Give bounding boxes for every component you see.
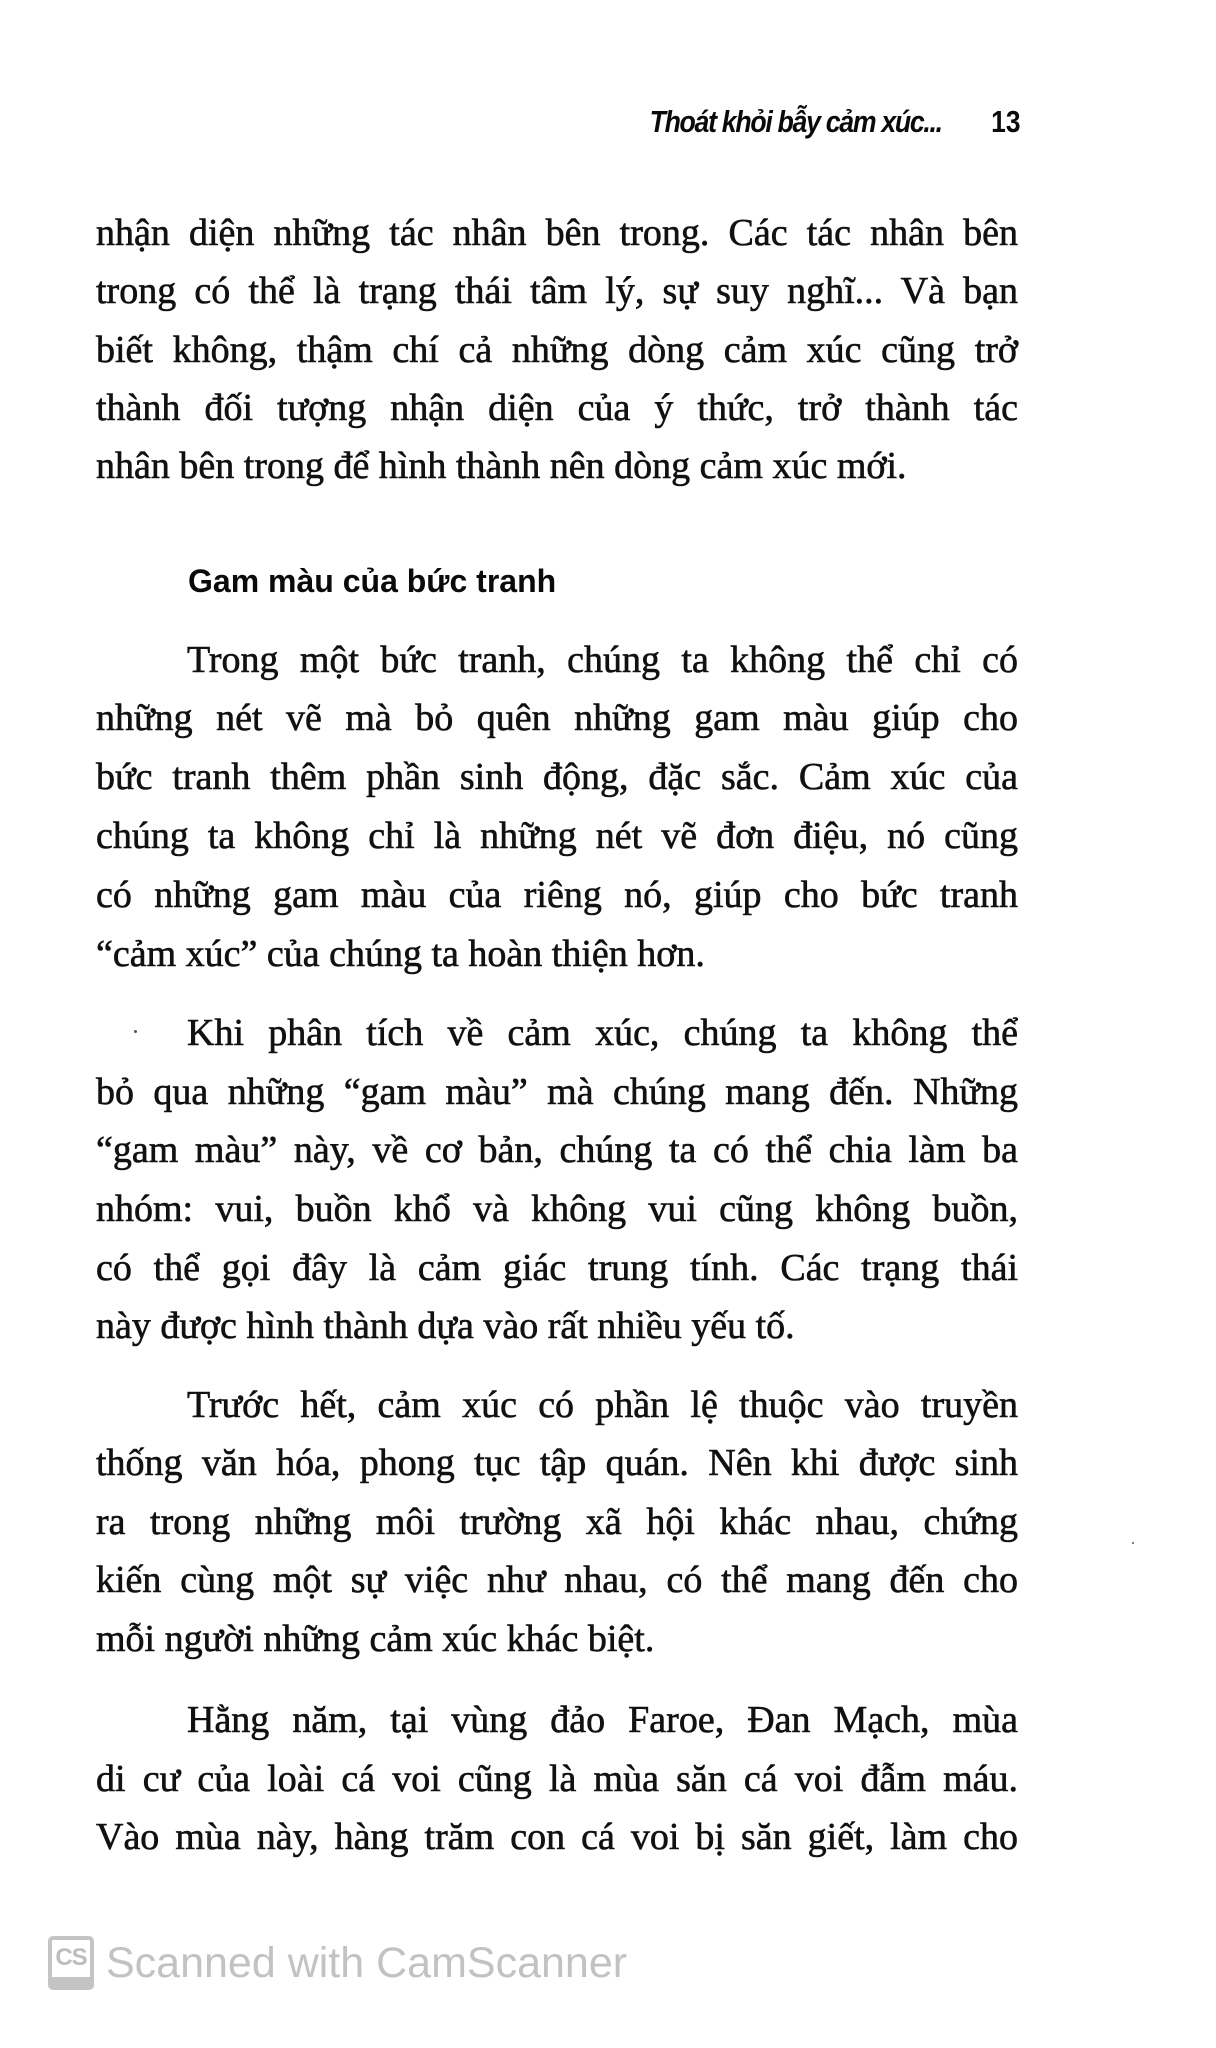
text-line: Trước hết, cảm xúc có phần lệ thuộc vào truyền <box>187 1384 1018 1426</box>
text-line: “cảm xúc” của chúng ta hoàn thiện hơn. <box>96 933 705 975</box>
text-line: mỗi người những cảm xúc khác biệt. <box>96 1618 655 1660</box>
text-line: “gam màu” này, về cơ bản, chúng ta có thể chia làm ba <box>96 1129 1018 1171</box>
running-title: Thoát khỏi bẫy cảm xúc... <box>649 104 942 139</box>
text-line: Vào mùa này, hàng trăm con cá voi bị săn giết, làm cho <box>96 1816 1018 1858</box>
text-line: có những gam màu của riêng nó, giúp cho bức tranh <box>96 874 1018 916</box>
text-line: chúng ta không chỉ là những nét vẽ đơn điệu, nó cũng <box>96 815 1018 857</box>
text-line: Hằng năm, tại vùng đảo Faroe, Đan Mạch, mùa <box>187 1699 1018 1741</box>
text-line: ra trong những môi trường xã hội khác nhau, chứng <box>96 1501 1018 1543</box>
camscanner-watermark <box>48 1935 627 1991</box>
text-line: này được hình thành dựa vào rất nhiều yếu tố. <box>96 1305 795 1347</box>
text-line: di cư của loài cá voi cũng là mùa săn cá voi đẫm máu. <box>96 1758 1018 1800</box>
scan-speck <box>134 1030 137 1033</box>
page-header <box>560 104 1020 144</box>
text-line: Trong một bức tranh, chúng ta không thể chỉ có <box>187 639 1018 681</box>
text-line: nhóm: vui, buồn khổ và không vui cũng không buồn, <box>96 1188 1018 1230</box>
page-number: 13 <box>990 104 1020 139</box>
camscanner-logo-icon <box>48 1936 94 1990</box>
text-line: những nét vẽ mà bỏ quên những gam màu giúp cho <box>96 697 1018 739</box>
text-line: biết không, thậm chí cả những dòng cảm xúc cũng trở <box>96 329 1018 371</box>
text-line: trong có thể là trạng thái tâm lý, sự suy nghĩ... Và bạn <box>96 270 1018 312</box>
text-line: có thể gọi đây là cảm giác trung tính. Các trạng thái <box>96 1247 1018 1289</box>
text-line: nhận diện những tác nhân bên trong. Các tác nhân bên <box>96 212 1018 254</box>
text-line: thành đối tượng nhận diện của ý thức, trở thành tác <box>96 387 1018 429</box>
watermark-text: Scanned with CamScanner <box>106 1938 628 1987</box>
section-heading: Gam màu của bức tranh <box>188 563 557 599</box>
text-line: nhân bên trong để hình thành nên dòng cảm xúc mới. <box>96 445 907 487</box>
text-line: bức tranh thêm phần sinh động, đặc sắc. Cảm xúc của <box>96 756 1018 798</box>
text-line: kiến cùng một sự việc như nhau, có thể mang đến cho <box>96 1559 1018 1601</box>
text-line: bỏ qua những “gam màu” mà chúng mang đến. Những <box>96 1071 1018 1113</box>
text-line: Khi phân tích về cảm xúc, chúng ta không thể <box>187 1012 1018 1054</box>
text-line: thống văn hóa, phong tục tập quán. Nên khi được sinh <box>96 1442 1018 1484</box>
logo-text: CS <box>55 1944 87 1971</box>
scan-speck <box>1132 1542 1134 1544</box>
